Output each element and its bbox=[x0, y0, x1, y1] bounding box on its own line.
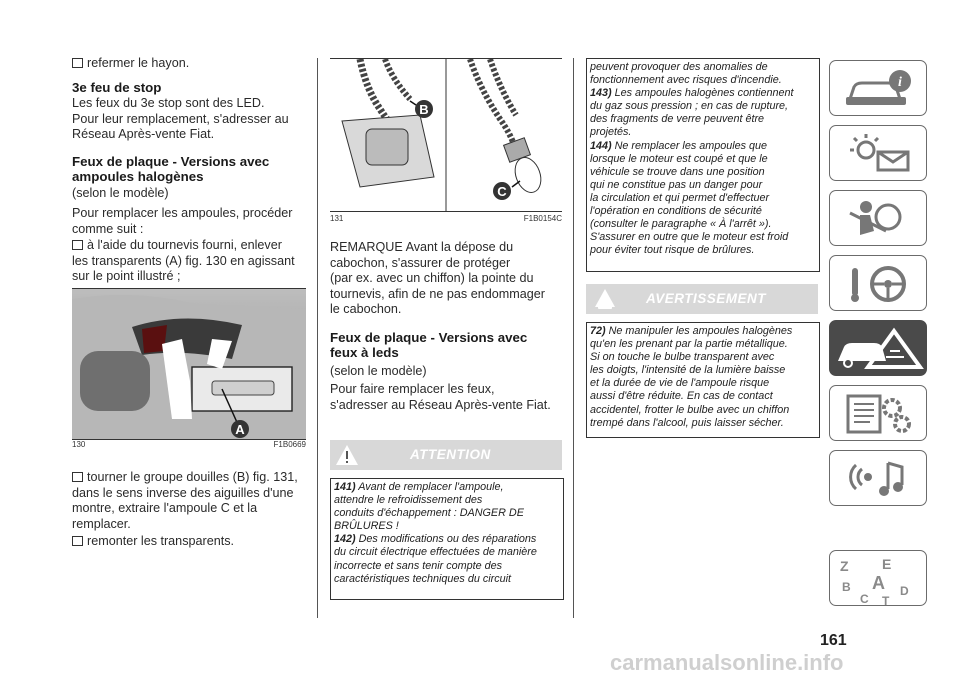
bullet-icon bbox=[72, 536, 83, 546]
section-heading: Feux de plaque - Versions avec feux à leds bbox=[330, 330, 528, 360]
figure-130 bbox=[72, 288, 306, 440]
remark-paragraph: REMARQUE Avant la dépose du cabochon, s'assurer de protéger (par ex. avec un chiffon) la pointe du tournevis, afin de ne pas endommager le cabochon. bbox=[330, 240, 545, 316]
warning-line: qui ne constitue pas un danger pour bbox=[590, 178, 763, 191]
warning-line: incorrecte et sans tenir compte des bbox=[334, 559, 503, 572]
warning-line: BRÛLURES ! bbox=[334, 520, 399, 533]
warning-triangle-icon bbox=[334, 442, 360, 468]
car-warning-icon bbox=[592, 286, 618, 312]
warning-number: 141) bbox=[334, 481, 356, 493]
warning-line: qu'en les prenant par la partie métallique. bbox=[590, 338, 788, 351]
bullet-icon bbox=[72, 240, 83, 250]
svg-text:B: B bbox=[842, 580, 851, 594]
warning-number: 144) bbox=[590, 139, 612, 152]
warning-line: 142) Des modifications ou des réparations bbox=[334, 533, 537, 546]
svg-text:T: T bbox=[882, 594, 890, 607]
figure-number: 130 bbox=[72, 440, 86, 449]
warning-line: accidentel, frotter le bulbe avec un chiffon bbox=[590, 403, 790, 416]
figure-number: 131 bbox=[330, 214, 344, 223]
tab-multimedia[interactable] bbox=[829, 450, 927, 506]
section-heading: 3e feu de stop bbox=[72, 80, 162, 95]
warning-line: fonctionnement avec risques d'incendie. bbox=[590, 74, 782, 87]
banner-title: ATTENTION bbox=[410, 447, 491, 462]
safety-airbag-icon bbox=[830, 191, 928, 247]
attention-box-continued bbox=[586, 58, 820, 272]
warning-number: 142) bbox=[334, 533, 356, 546]
callout-letter-a: A bbox=[235, 422, 245, 437]
paragraph: Pour faire remplacer les feux, s'adresser au Réseau Après-vente Fiat. bbox=[330, 382, 551, 412]
watermark: carmanualsonline.info bbox=[610, 650, 844, 675]
page-number: 161 bbox=[820, 632, 847, 649]
warning-line: projetés. bbox=[590, 126, 632, 139]
warning-number: 72) bbox=[590, 325, 606, 337]
multimedia-icon bbox=[830, 451, 928, 507]
tab-car-info[interactable] bbox=[829, 60, 927, 116]
warning-line: trempé dans l'alcool, puis laisser sécher. bbox=[590, 416, 784, 429]
figure-130-image bbox=[72, 289, 306, 439]
warning-line: véhicule se trouve dans une position bbox=[590, 165, 765, 178]
maintenance-icon bbox=[830, 386, 928, 442]
note-text: (selon le modèle) bbox=[330, 364, 427, 378]
bullet-icon bbox=[72, 472, 83, 482]
warning-line: Si on touche le bulbe transparent avec bbox=[590, 351, 775, 364]
attention-banner bbox=[330, 440, 562, 470]
warning-line: peuvent provoquer des anomalies de bbox=[590, 61, 768, 73]
section-heading: Feux de plaque - Versions avec ampoules halogènes bbox=[72, 154, 270, 184]
warning-line: l'opération en conditions de sécurité bbox=[590, 205, 762, 218]
warning-box bbox=[586, 322, 820, 438]
bullet-item: refermer le hayon. bbox=[72, 56, 189, 72]
paragraph: Pour remplacer les ampoules, procéder comme suit : bbox=[72, 206, 293, 236]
bullet-icon bbox=[72, 58, 83, 68]
emergency-icon bbox=[830, 321, 928, 377]
warning-line: aussi d'être réduite. En cas de contact bbox=[590, 390, 773, 403]
tab-warning-lights[interactable] bbox=[829, 125, 927, 181]
note-text: (selon le modèle) bbox=[72, 186, 169, 200]
warning-line: 141) Avant de remplacer l'ampoule, bbox=[334, 481, 504, 493]
svg-text:D: D bbox=[900, 584, 909, 598]
index-icon bbox=[830, 551, 928, 607]
svg-text:Z: Z bbox=[840, 558, 849, 574]
warning-line: la circulation et qui permet d'effectuer bbox=[590, 191, 770, 204]
tab-emergency[interactable] bbox=[829, 320, 927, 376]
tab-index[interactable] bbox=[829, 550, 927, 606]
warning-number: 143) bbox=[590, 87, 612, 100]
warning-line: et la durée de vie de l'ampoule risque bbox=[590, 377, 770, 390]
bullet-item: à l'aide du tournevis fourni, enlever les transparents (A) fig. 130 en agissant sur le point illustré ; bbox=[72, 238, 295, 283]
callout-letter-c: C bbox=[497, 184, 507, 199]
svg-text:C: C bbox=[860, 592, 869, 606]
warning-line: du circuit électrique effectuées de manière bbox=[334, 546, 537, 559]
tab-safety[interactable] bbox=[829, 190, 927, 246]
bullet-item: remonter les transparents. bbox=[72, 534, 234, 550]
figure-131 bbox=[330, 58, 562, 212]
warning-line: conduits d'échappement : DANGER DE bbox=[334, 507, 524, 520]
warning-line: S'assurer en outre que le moteur est froid bbox=[590, 231, 789, 244]
column-divider bbox=[573, 58, 574, 618]
warning-line: les doigts, l'intensité de la lumière baisse bbox=[590, 364, 786, 377]
warning-line: lorsque le moteur est coupé et que le bbox=[590, 152, 768, 165]
figure-code: F1B0669 bbox=[273, 440, 306, 449]
starting-driving-icon bbox=[830, 256, 928, 312]
callout-letter-b: B bbox=[419, 102, 429, 117]
warning-line: (consulter le paragraphe « À l'arrêt »). bbox=[590, 218, 772, 231]
warning-lights-icon bbox=[830, 126, 928, 182]
svg-text:A: A bbox=[872, 573, 885, 593]
warning-line: caractéristiques techniques du circuit bbox=[334, 572, 512, 585]
warning-line: des fragments de verre peuvent être bbox=[590, 113, 765, 126]
car-info-icon bbox=[830, 61, 928, 117]
warning-banner bbox=[586, 284, 818, 314]
attention-box bbox=[330, 478, 564, 600]
warning-line: 143) Les ampoules halogènes contiennent bbox=[590, 87, 794, 100]
svg-text:i: i bbox=[898, 75, 902, 90]
figure-code: F1B0154C bbox=[523, 214, 562, 223]
svg-text:E: E bbox=[882, 556, 892, 572]
tab-maintenance[interactable] bbox=[829, 385, 927, 441]
warning-line: 144) Ne remplacer les ampoules que bbox=[590, 139, 768, 152]
warning-line: du gaz sous pression ; en cas de rupture, bbox=[590, 100, 789, 113]
warning-line: attendre le refroidissement des bbox=[334, 494, 483, 507]
bullet-item: tourner le groupe douilles (B) fig. 131, dans le sens inverse des aiguilles d'une montre, extraire l'ampoule C et la remplacer. bbox=[72, 470, 298, 531]
banner-title: AVERTISSEMENT bbox=[646, 291, 767, 306]
column-divider bbox=[317, 58, 318, 618]
paragraph: Les feux du 3e stop sont des LED. Pour leur remplacement, s'adresser au Réseau Après-vente Fiat. bbox=[72, 96, 289, 141]
figure-131-image bbox=[330, 59, 562, 211]
warning-line: 72) Ne manipuler les ampoules halogènes bbox=[590, 325, 793, 337]
warning-line: pour éviter tout risque de brûlures. bbox=[590, 244, 755, 257]
tab-starting-driving[interactable] bbox=[829, 255, 927, 311]
